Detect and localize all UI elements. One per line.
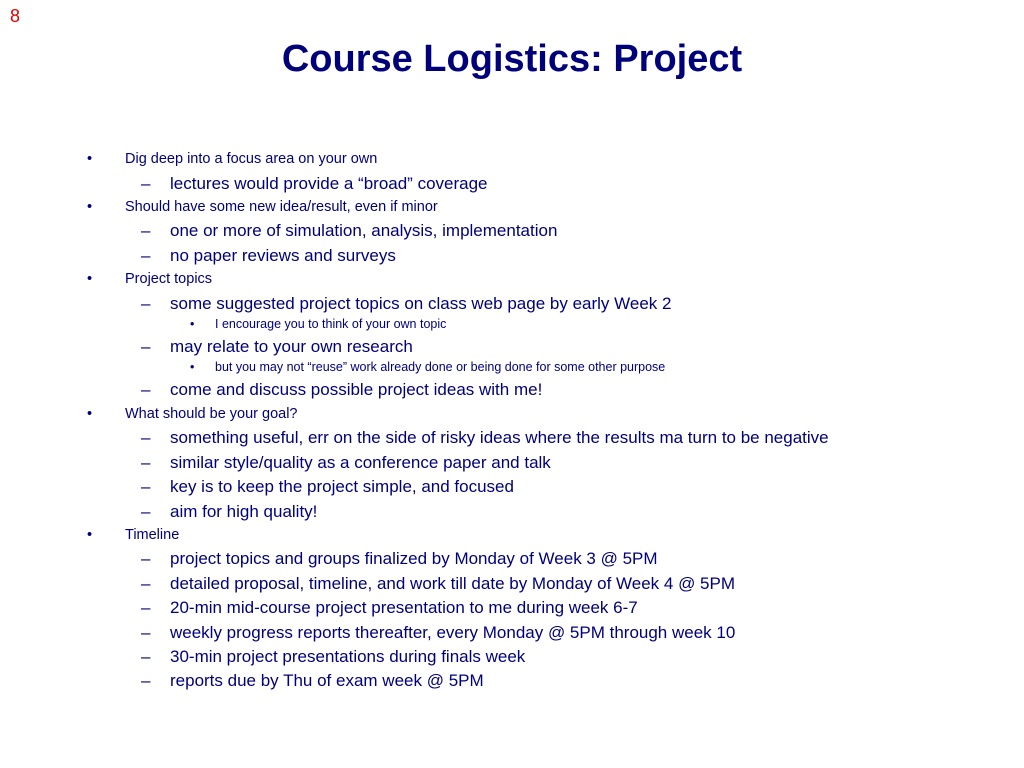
bullet-text: Dig deep into a focus area on your own: [125, 151, 378, 167]
bullet-item-level-1: [0, 403, 1024, 427]
bullet-text: weekly progress reports thereafter, every Monday @ 5PM through week 10: [170, 622, 736, 642]
slide-number: 8: [10, 6, 21, 26]
bullet-item-level-2: [0, 572, 1024, 596]
bullet-item-level-3: [0, 316, 1024, 335]
dash-marker: –: [141, 549, 151, 569]
dash-marker: –: [141, 337, 151, 357]
bullet-text: project topics and groups finalized by Monday of Week 3 @ 5PM: [170, 549, 658, 569]
bullet-item-level-1: [0, 268, 1024, 292]
bullet-marker: •: [87, 151, 93, 167]
bullet-text: no paper reviews and surveys: [170, 245, 396, 265]
bullet-text: reports due by Thu of exam week @ 5PM: [170, 671, 484, 691]
bullet-text: Timeline: [125, 526, 180, 543]
bullet-item-level-2: [0, 645, 1024, 669]
bullet-item-level-2: [0, 596, 1024, 620]
bullet-item-level-2: [0, 292, 1024, 316]
bullet-marker: •: [87, 271, 93, 288]
bullet-marker: •: [87, 526, 93, 543]
bullet-text: something useful, err on the side of risky ideas where the results ma turn to be negative: [170, 428, 829, 448]
bullet-item-level-1: [0, 196, 1024, 220]
bullet-text: lectures would provide a “broad” coverage: [170, 173, 488, 193]
bullet-marker: •: [190, 360, 195, 375]
dash-marker: –: [141, 646, 151, 666]
bullet-marker: •: [87, 405, 93, 422]
dash-marker: –: [141, 477, 151, 497]
dash-marker: –: [141, 452, 151, 472]
dash-marker: –: [141, 173, 151, 193]
bullet-text: 30-min project presentations during finals week: [170, 646, 526, 666]
bullet-marker: •: [190, 317, 195, 332]
bullet-text: some suggested project topics on class web page by early Week 2: [170, 293, 672, 313]
bullet-item-level-2: [0, 244, 1024, 268]
bullet-item-level-2: [0, 669, 1024, 693]
bullet-marker: •: [87, 198, 93, 215]
dash-marker: –: [141, 573, 151, 593]
bullet-item-level-1: [0, 148, 1024, 172]
dash-marker: –: [141, 221, 151, 241]
bullet-text: Project topics: [125, 271, 213, 288]
dash-marker: –: [141, 245, 151, 265]
bullet-text: What should be your goal?: [125, 405, 298, 422]
bullet-text: detailed proposal, timeline, and work till date by Monday of Week 4 @ 5PM: [170, 573, 736, 593]
bullet-item-level-2: [0, 451, 1024, 475]
dash-marker: –: [141, 501, 151, 521]
dash-marker: –: [141, 622, 151, 642]
bullet-text: key is to keep the project simple, and focused: [170, 477, 514, 497]
bullet-text: one or more of simulation, analysis, implementation: [170, 221, 558, 241]
bullet-text: may relate to your own research: [170, 337, 413, 357]
bullet-item-level-3: [0, 359, 1024, 378]
bullet-item-level-2: [0, 547, 1024, 571]
bullet-text: Should have some new idea/result, even if minor: [125, 198, 438, 215]
bullet-text: but you may not “reuse” work already done or being done for some other purpose: [215, 360, 666, 375]
bullet-text: aim for high quality!: [170, 501, 318, 521]
bullet-text: similar style/quality as a conference paper and talk: [170, 452, 551, 472]
bullet-item-level-2: [0, 621, 1024, 645]
bullet-item-level-2: [0, 219, 1024, 243]
dash-marker: –: [141, 671, 151, 691]
bullet-item-level-2: [0, 172, 1024, 196]
bullet-list: [0, 148, 1024, 694]
bullet-item-level-2: [0, 335, 1024, 359]
bullet-item-level-2: [0, 475, 1024, 499]
bullet-text: I encourage you to think of your own topic: [215, 317, 447, 332]
bullet-item-level-2: [0, 500, 1024, 524]
dash-marker: –: [141, 293, 151, 313]
dash-marker: –: [141, 598, 151, 618]
slide-title: Course Logistics: Project: [281, 38, 743, 80]
bullet-item-level-2: [0, 378, 1024, 402]
bullet-item-level-1: [0, 524, 1024, 548]
dash-marker: –: [141, 380, 151, 400]
bullet-text: 20-min mid-course project presentation to me during week 6-7: [170, 598, 638, 618]
bullet-item-level-2: [0, 426, 1024, 450]
dash-marker: –: [141, 428, 151, 448]
bullet-text: come and discuss possible project ideas with me!: [170, 380, 543, 400]
